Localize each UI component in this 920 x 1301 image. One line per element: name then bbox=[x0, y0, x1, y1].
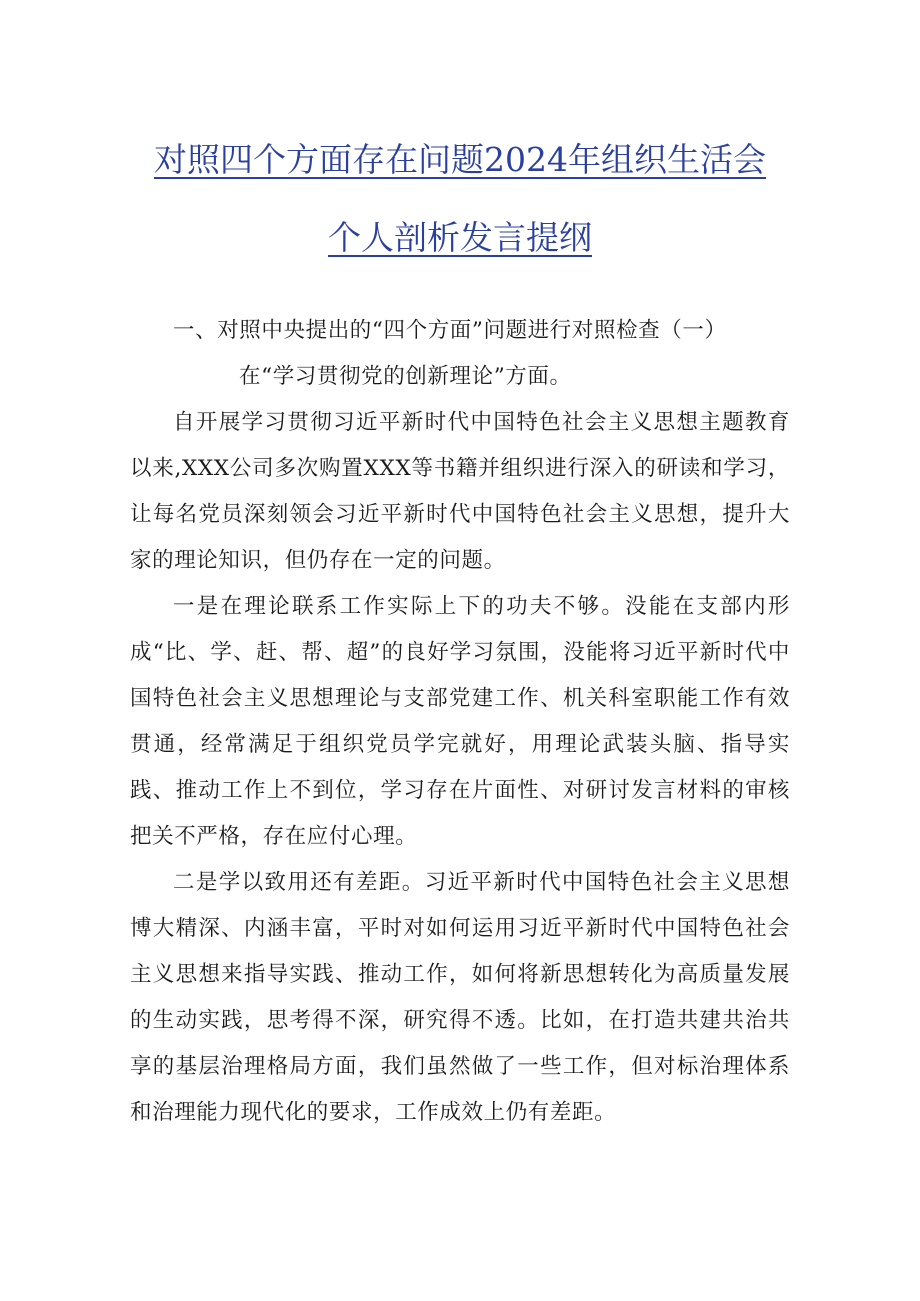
paragraph-intro: 自开展学习贯彻习近平新时代中国特色社会主义思想主题教育以来,XXX公司多次购置XXX等书籍并组织进行深入的研读和学习，让每名党员深刻领会习近平新时代中国特色社会主义思想，提升大家的理论知识，但仍存在一定的问题。 bbox=[130, 410, 790, 573]
title-line-1-text: 对照四个方面存在问题2024年组织生活会 bbox=[154, 140, 766, 179]
document-title-line-2 bbox=[0, 218, 920, 258]
subsection-heading: 在“学习贯彻党的创新理论”方面。 bbox=[239, 364, 572, 389]
section-heading: 一、对照中央提出的“四个方面”问题进行对照检查（一） bbox=[173, 318, 727, 343]
document-body bbox=[130, 308, 790, 1136]
document-title-line-1 bbox=[0, 140, 920, 180]
paragraph-problem-two: 二是学以致用还有差距。习近平新时代中国特色社会主义思想博大精深、内涵丰富，平时对如何运用习近平新时代中国特色社会主义思想来指导实践、推动工作，如何将新思想转化为高质量发展的生动实践，思考得不深，研究得不透。比如，在打造共建共治共享的基层治理格局方面，我们虽然做了一些工作，但对标治理体系和治理能力现代化的要求，工作成效上仍有差距。 bbox=[130, 870, 790, 1125]
paragraph-problem-one: 一是在理论联系工作实际上下的功夫不够。没能在支部内形成“比、学、赶、帮、超”的良好学习氛围，没能将习近平新时代中国特色社会主义思想理论与支部党建工作、机关科室职能工作有效贯通，经常满足于组织党员学完就好，用理论武装头脑、指导实践、推动工作上不到位，学习存在片面性、对研讨发言材料的审核把关不严格，存在应付心理。 bbox=[130, 594, 790, 849]
title-line-2-text: 个人剖析发言提纲 bbox=[328, 218, 592, 257]
